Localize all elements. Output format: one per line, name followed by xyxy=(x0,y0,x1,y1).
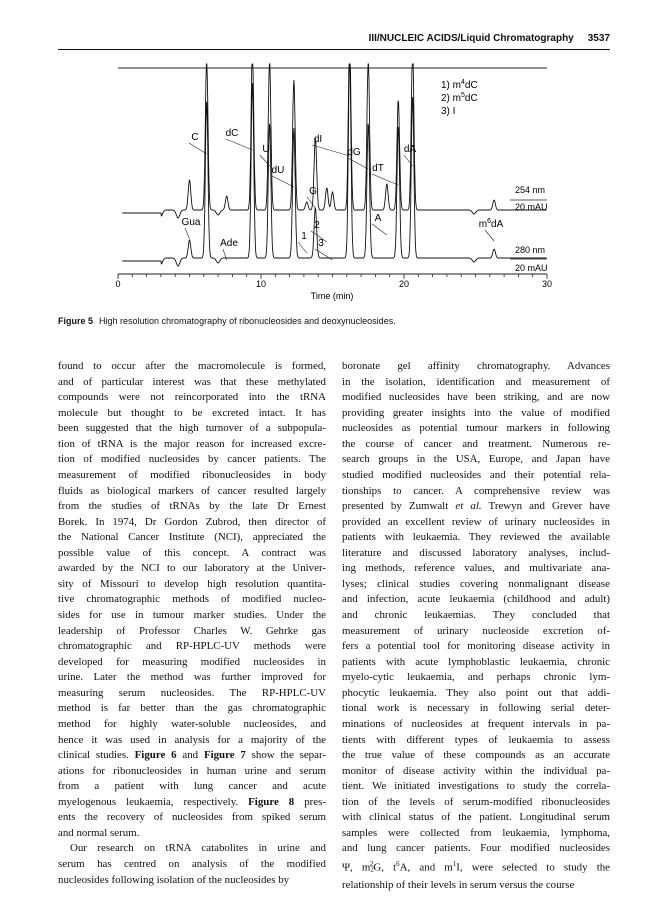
text-line: samples were collected from leukaemia, lymphoma, xyxy=(342,826,610,839)
text-line: and chronic leukaemias. They concluded that xyxy=(342,609,610,621)
text-line: Our research on tRNA catabolites in urine and xyxy=(70,842,326,855)
chromatogram-traces xyxy=(122,64,546,266)
figure-5 xyxy=(0,52,668,314)
peak-label: $m^6dA$ xyxy=(478,218,504,230)
text-line: fers a potential tool for monitoring disease activity in xyxy=(342,640,610,653)
text-line: lyses; clinical studies covering nonmalignant disease xyxy=(342,577,610,590)
leader-line xyxy=(485,230,494,241)
trace-scale: 20 mAU xyxy=(515,263,548,273)
x-tick-label: 0 xyxy=(115,279,121,289)
text-line: measurement of modified ribonucleosides in body xyxy=(58,468,326,481)
text-line: and normal serum. xyxy=(58,826,140,839)
text-line: measurement of urinary nucleoside excretion of- xyxy=(342,624,610,637)
text-line: tion of tRNA is the major reason for increased excre- xyxy=(58,437,326,450)
text-line: and infection, acute leukaemia (childhood and adult) xyxy=(342,593,610,606)
text-line: myelogenous leukaemia, respectively. Figure 8 pres- xyxy=(58,795,326,808)
text-line: leadership of Professor Charles W. Gehrke gas xyxy=(58,624,326,637)
trace-254-nm xyxy=(122,64,546,218)
text-line: the true value of these compounds as an accurate xyxy=(342,749,610,762)
text-line: tive chromatographic methods of modified nucleo- xyxy=(58,593,326,606)
text-line: chromatographic and RP-HPLC-UV methods were xyxy=(58,640,326,653)
page-number: 3537 xyxy=(587,33,610,44)
text-line: and of particular interest was that these methylated xyxy=(58,375,326,388)
text-line: search groups in the USA, Europe, and Japan have xyxy=(342,453,610,466)
text-line: studied modified nucleosides and their potential rela- xyxy=(342,468,610,481)
leader-line xyxy=(372,224,387,235)
text-line: in the isolation, identification and measurement of xyxy=(342,375,610,388)
text-line: developed for measuring modified nucleosides in xyxy=(58,655,326,668)
x-tick-label: 20 xyxy=(398,279,410,289)
peak-label: 2 xyxy=(314,220,320,231)
caption-label: Figure 5 xyxy=(58,316,94,326)
text-line: patients with leukaemia. They reviewed the available xyxy=(342,531,610,544)
leader-line xyxy=(185,228,190,239)
text-line: monitor of disease activity within the individual pa- xyxy=(342,764,610,777)
text-line: minations of nucleosides at frequent intervals in pa- xyxy=(342,717,610,730)
text-line: sity of Missouri to develop high resolution quantita- xyxy=(58,577,326,590)
peak-label: dT xyxy=(372,163,384,174)
peak-label: dG xyxy=(347,147,361,158)
x-tick-label: 10 xyxy=(255,279,267,289)
text-line: nucleosides following isolation of the nucleosides by xyxy=(58,873,290,886)
peak-label: dA xyxy=(403,144,417,155)
text-line: myelo-cytic leukaemia, and perhaps chronic lym- xyxy=(342,671,610,684)
x-tick-label: 30 xyxy=(541,279,553,289)
text-line: ents the recovery of nucleosides from spiked serum xyxy=(58,811,326,824)
text-line: with clinical status of the patient. Longitudinal serum xyxy=(342,811,610,824)
legend xyxy=(441,79,478,117)
text-line: boronate gel affinity chromatography. Advances xyxy=(342,360,610,372)
text-line: serum has centred on analysis of the modified xyxy=(58,858,326,870)
text-line: phocytic leukaemia. They also point out that addi- xyxy=(342,686,610,699)
text-line: tion of the levels of serum-modified ribonucleosides xyxy=(342,795,610,808)
running-title: III/NUCLEIC ACIDS/Liquid Chromatography xyxy=(368,33,574,44)
text-line: tionships to cancer. A comprehensive review was xyxy=(342,484,610,497)
text-line: the National Cancer Institute (NCI), appreciated the xyxy=(58,531,326,544)
body-right-column xyxy=(342,359,610,894)
text-line: tion of modified nucleosides by cancer patients. The xyxy=(58,453,326,466)
running-header xyxy=(0,33,610,44)
text-line: provided an excellent review of urinary nucleosides in xyxy=(342,515,610,528)
text-line: clinical studies. Figure 6 and Figure 7 show the separ- xyxy=(58,749,326,762)
legend-entry: 1) $m^4dC$ xyxy=(441,79,478,91)
text-line: the course of cancer and treatment. Numerous re- xyxy=(342,437,610,450)
text-line: from the studies of tRNAs by the late Dr Ernest xyxy=(58,500,326,513)
text-line: tients with different types of leukaemia to assess xyxy=(342,733,610,746)
peak-label: A xyxy=(374,213,382,224)
trace-wavelength: 280 nm xyxy=(515,245,546,255)
caption-text: High resolution chromatography of ribonucleosides and deoxynucleosides. xyxy=(99,316,396,326)
peak-label: dU xyxy=(271,165,285,176)
legend-entry: 2) $m^5dC$ xyxy=(441,92,478,104)
text-line: ing methods, reference values, and multivariate ana- xyxy=(342,562,610,575)
text-line: ations for ribonucleosides in human urine and serum xyxy=(58,764,326,777)
text-line: presented by Zumwalt et al. Trewyn and Grever have xyxy=(342,500,610,513)
trace-scale: 20 mAU xyxy=(515,202,548,212)
legend-entry: 3) I xyxy=(441,106,456,117)
peak-label: 1 xyxy=(301,231,307,242)
leader-line xyxy=(372,174,398,185)
peak-label: C xyxy=(191,132,199,143)
peak-label: Ade xyxy=(220,238,238,249)
leader-line xyxy=(272,176,294,187)
text-line: method for highly water-soluble nucleosides, and xyxy=(58,717,326,730)
peak-label: Gua xyxy=(181,217,201,228)
text-line: measuring serum nucleosides. The RP-HPLC-UV xyxy=(58,686,326,699)
peak-label: dI xyxy=(313,134,323,145)
text-line: modified nucleosides have been striking, and are now xyxy=(342,391,610,404)
text-line: providing greater insights into the value of modified xyxy=(342,406,610,419)
text-line: Ψ, $m_2^2G$, $t^6A$, and $m^1I$, were selected to study the xyxy=(342,860,610,874)
trace-280-nm xyxy=(122,64,546,266)
leader-line xyxy=(298,242,307,253)
peak-label: dC xyxy=(225,128,239,139)
figure-caption xyxy=(58,316,610,326)
text-line: and lung cancer patients. Four modified nucleosides xyxy=(342,842,610,855)
text-line: hence it was used in analysis for a majority of the xyxy=(58,733,326,746)
leader-line xyxy=(312,145,350,156)
text-line: molecule but thought to be excreted intact. It has xyxy=(58,406,326,419)
peak-label: U xyxy=(262,144,270,155)
text-line: tient. We initiated investigations to study the correla- xyxy=(342,780,610,793)
text-line: urine. Later the method was further improved for xyxy=(58,671,326,684)
x-axis-label: Time (min) xyxy=(310,291,354,301)
text-line: possible value of this concept. A contract was xyxy=(58,546,326,559)
text-line: method is far better than the gas chromatographic xyxy=(58,702,326,715)
leader-line xyxy=(189,143,207,154)
text-line: been suggested that the high turnover of a subpopula- xyxy=(58,422,326,435)
header-rule xyxy=(58,49,610,50)
text-line: relationship of their levels in serum versus the course xyxy=(342,879,575,892)
text-line: patients with acute lymphoblastic leukaemia, chronic xyxy=(342,655,610,668)
peak-label: G xyxy=(309,186,317,197)
peak-label: 3 xyxy=(318,238,324,249)
text-line: literature and discussed laboratory analyses, includ- xyxy=(342,546,610,559)
text-line: found to occur after the macromolecule is formed, xyxy=(58,360,326,372)
text-line: tional work is necessary in following serial deter- xyxy=(342,702,610,715)
text-line: from a patient with lung cancer and acute xyxy=(58,780,326,793)
text-line: awarded by the NCI to our laboratory at the Univer- xyxy=(58,562,326,575)
text-line: sides for use in tumour marker studies. Under the xyxy=(58,609,326,621)
text-line: Borek. In 1974, Dr Gordon Zubrod, then director of xyxy=(58,515,326,528)
time-axis-ticks xyxy=(115,274,552,289)
text-line: fluids as biological markers of cancer resulted largely xyxy=(58,484,326,497)
chromatogram xyxy=(0,52,668,314)
body-left-column xyxy=(58,359,326,888)
text-line: compounds were not reincorporated into the tRNA xyxy=(58,391,326,404)
peak-labels xyxy=(182,128,504,249)
text-line: nucleosides as potential tumour markers in following xyxy=(342,422,610,435)
leader-line xyxy=(226,139,252,150)
trace-wavelength: 254 nm xyxy=(515,185,546,195)
